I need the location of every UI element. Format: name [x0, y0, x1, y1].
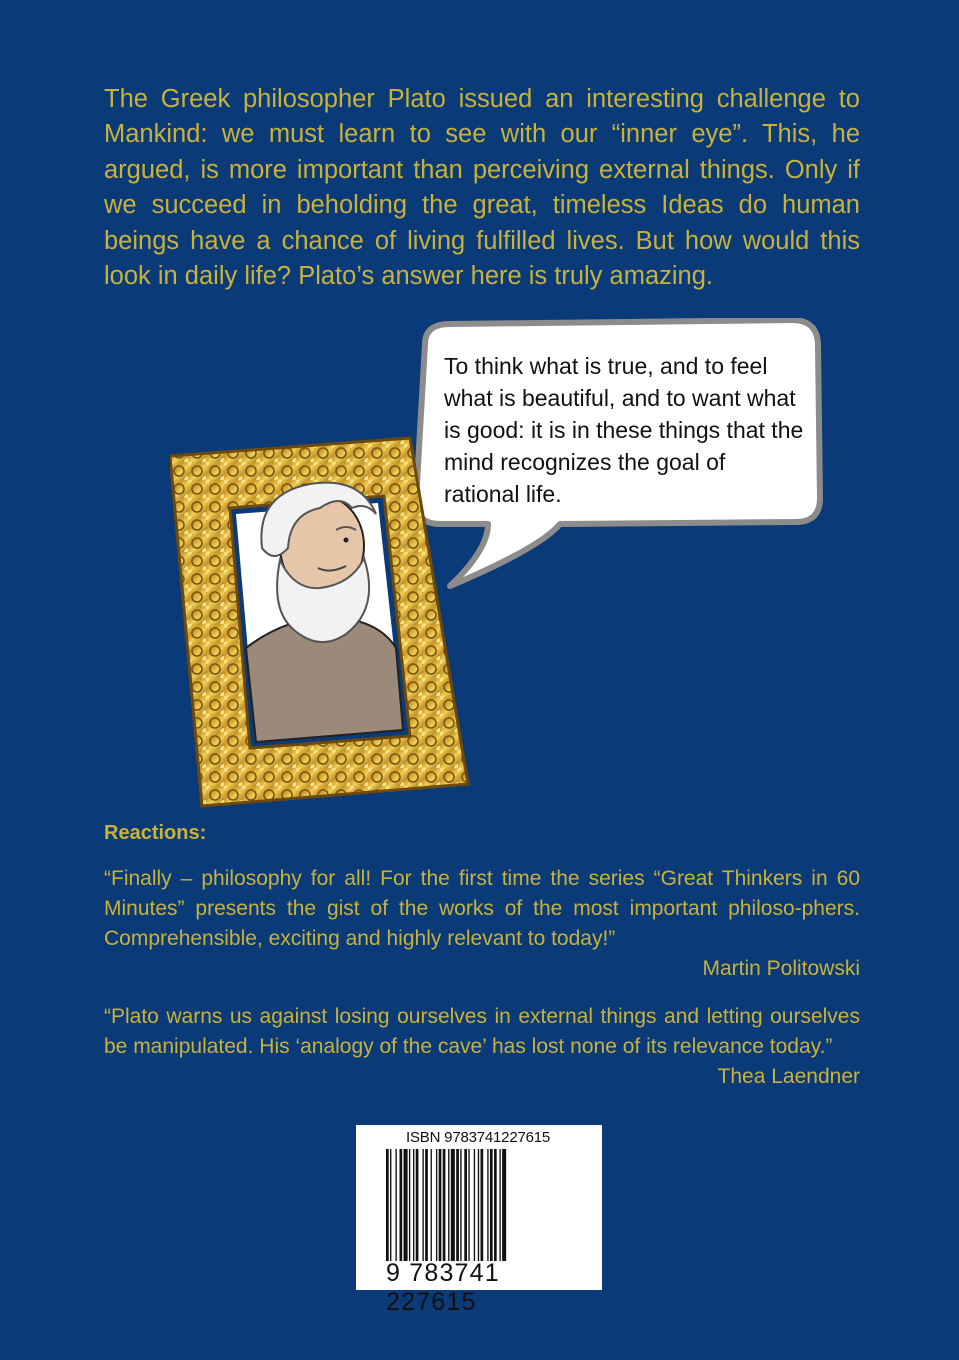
barcode-bar — [502, 1149, 506, 1261]
barcode-bar — [494, 1149, 497, 1261]
barcode-bar — [386, 1149, 389, 1261]
isbn-label: ISBN 9783741227615 — [406, 1129, 551, 1146]
barcode-bar — [390, 1149, 391, 1261]
barcode-bar — [487, 1149, 488, 1261]
barcode-bar — [460, 1149, 461, 1261]
barcode-bar — [431, 1149, 432, 1261]
speech-bubble-quote: To think what is true, and to feel what is beautiful, and to want what is good: it is in these things that the mind recognizes the goal of rational life. — [444, 353, 804, 507]
barcode-digits: 9 783741 227615 — [386, 1259, 500, 1316]
barcode-bar — [404, 1149, 408, 1261]
review-item — [104, 864, 860, 984]
barcode-bar — [456, 1149, 459, 1261]
review-author: Martin Politowski — [702, 957, 860, 980]
barcode-bar — [490, 1149, 493, 1261]
barcode-bar — [499, 1149, 500, 1261]
barcode-bar — [468, 1149, 469, 1261]
barcode-bar — [395, 1149, 396, 1261]
barcode-bar — [422, 1149, 423, 1261]
barcode-bars — [386, 1149, 592, 1261]
barcode-bar — [464, 1149, 467, 1261]
reactions-heading: Reactions: — [104, 822, 207, 844]
barcode-bar — [413, 1149, 414, 1261]
barcode-bar — [481, 1149, 484, 1261]
review-text: “Finally – philosophy for all! For the first time the series “Great Thinkers in 60 Minutes” presents the gist of the works of the most important philoso-phers. Comprehensible, exciting and highly relevant to today!” — [104, 867, 860, 950]
intro-paragraph: The Greek philosopher Plato issued an interesting challenge to Mankind: we must learn to see with our “inner eye”. This, he argued, is more important than perceiving external things. Only if we succeed in beholding the great, timeless Ideas do human beings have a chance of living fulfilled lives. But how would this look in daily life? Plato’s answer here is truly amazing. — [104, 85, 860, 291]
barcode-bar — [443, 1149, 446, 1261]
review-text: “Plato warns us against losing ourselves in external things and letting ourselves be manipulated. His ‘analogy of the cave’ has lost none of its relevance today.” — [104, 1005, 860, 1058]
isbn-barcode — [356, 1125, 602, 1316]
barcode-bar — [474, 1149, 475, 1261]
barcode-bar — [425, 1149, 428, 1261]
barcode-bar — [436, 1149, 437, 1261]
review-item — [104, 1002, 860, 1092]
barcode-bar — [409, 1149, 410, 1261]
barcode-bar — [451, 1149, 455, 1261]
barcode-bar — [416, 1149, 419, 1261]
barcode-bar — [478, 1149, 479, 1261]
barcode-bar — [448, 1149, 449, 1261]
barcode-bar — [439, 1149, 442, 1261]
barcode-bar — [400, 1149, 403, 1261]
review-author: Thea Laendner — [717, 1065, 860, 1088]
